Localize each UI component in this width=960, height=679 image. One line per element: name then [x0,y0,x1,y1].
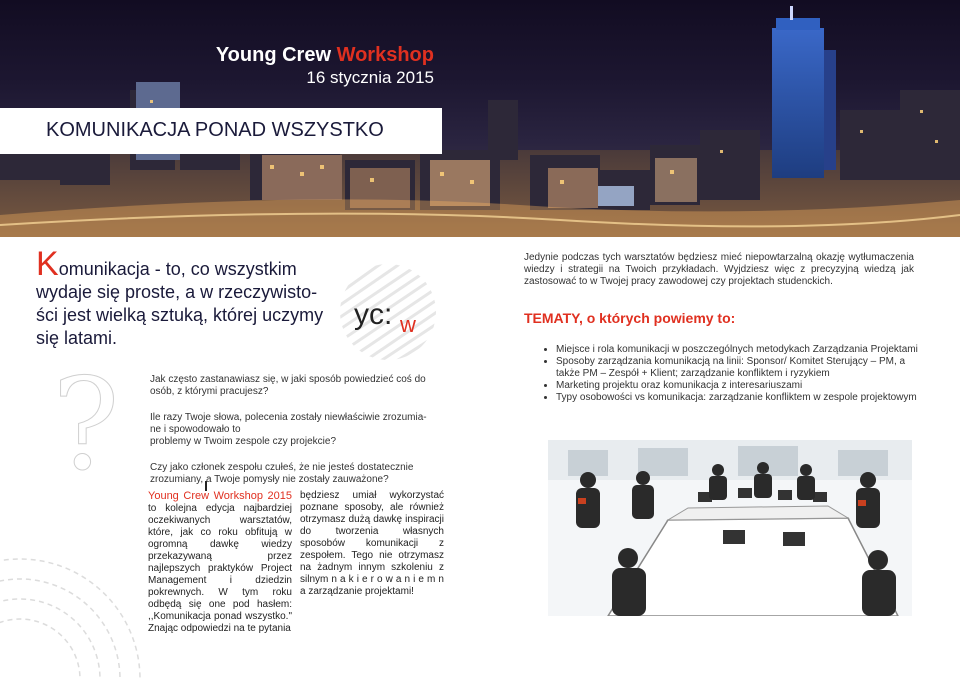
topic-item: • Sposoby zarządzania komunikacją na linii: Sponsor/ Komitet Sterujący – PM, a także PM – Zespół + Klient; zarządzanie konfliktem i ryzykiem [556,356,928,380]
topics-heading: TEMATY, o których powiemy to: [524,310,736,326]
question-2: Ile razy Twoje słowa, polecenia zostały niewłaściwie zrozumia- ne i spowodowało to problemy w Twoim zespole czy projekcie? [150,412,427,447]
right-intro-paragraph: Jedynie podczas tych warsztatów będziesz mieć niepowtarzalną okazję wytłumaczenia wiedzy i strategii na Twoich przykładach. Wyjdziesz więc z precyzyjną wiedzą jak zastosować to w Twojej pracy zawodowej czy projektach studenckich. [524,252,914,287]
article-column-left: Young Crew Workshop 2015 to kolejna edycja najbardziej oczekiwanych warsztatów, które, jak co roku obfitują w ogromną dawkę wiedzy przekazywaną przez najlepszych praktyków Project Management i dziedzin pokrewnych. W tym roku odbędą się one pod hasłem: ,,Komunikacja ponad wszystko." Znając odpowiedzi na te pytania [148,490,292,634]
topics-list [540,344,928,404]
corner-arcs [0,559,140,679]
headline-text: KOMUNIKACJA PONAD WSZYSTKO [46,119,384,141]
workshop-photo [548,440,912,616]
question-1: Jak często zastanawiasz się, w jaki sposób powiedzieć coś do osób, z którymi pracujesz? [150,374,426,397]
yc-logo [338,262,438,362]
drop-cap: K [36,245,59,283]
event-date: 16 stycznia 2015 [306,68,434,87]
topic-item: • Typy osobowości vs komunikacja: zarządzanie konfliktem w zespole projektowym [556,392,928,404]
intro-paragraph: Komunikacja - to, co wszystkim wydaje się proste, a w rzeczywisto- ści jest wielką sztuką, której uczymy się latami. [36,245,324,348]
logo-yc: yc: [354,298,393,331]
topic-item: • Marketing projektu oraz komunikacja z interesariuszami [556,380,928,392]
question-3: Czy jako członek zespołu czułeś, że nie jesteś dostatecznie zrozumiany, a Twoje pomysły nie zostały zauważone? [150,462,414,485]
logo-w: w [400,312,416,337]
event-name-inline: Young Crew Workshop 2015 [148,490,292,502]
article-column-middle: będziesz umiał wykorzystać poznane sposoby, ale również otrzymasz dużą dawkę inspiracji do tworzenia własnych sposobów komunikacji z zespołem. Tego nie otrzymasz na żadnym innym szkoleniu z silnym n a k i e r o w a n i e m n a zarządzanie projektami! [300,490,444,597]
topic-item: • Miejsce i rola komunikacji w poszczególnych metodykach Zarządzania Projektami [556,344,928,356]
event-name: Young Crew Workshop [215,44,434,66]
questions-list [150,374,445,500]
question-mark-icon: ? [52,351,120,498]
